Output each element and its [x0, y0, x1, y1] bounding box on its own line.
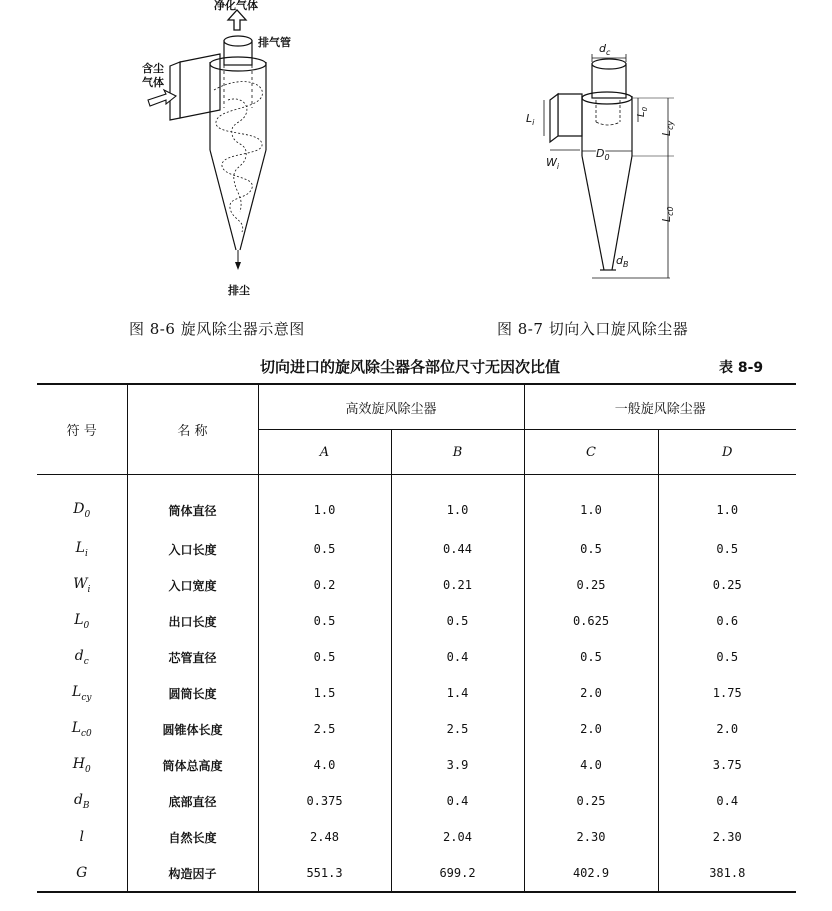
table-row: [37, 711, 796, 747]
cell-value-b: 1.0: [391, 475, 524, 532]
cell-value-c: 0.5: [524, 531, 658, 567]
cell-value-d: 0.5: [716, 650, 739, 664]
symbol-subscript: 0: [84, 509, 91, 520]
symbol-letter: l: [79, 829, 84, 845]
header-name: 名 称: [127, 384, 258, 475]
cell-value-b: 0.5: [391, 603, 524, 639]
symbol-subscript: i: [87, 584, 91, 595]
dim-lcy: $L_{cy}$: [660, 120, 675, 136]
symbol-letter: G: [76, 865, 88, 881]
dim-li: $L_i$: [526, 112, 535, 127]
cell-value-a: 1.0: [258, 475, 391, 532]
symbol-letter: L: [71, 719, 81, 736]
table-row: [37, 567, 796, 603]
table-row: [37, 603, 796, 639]
cell-value-a: 4.0: [258, 747, 391, 783]
header-group-general: 一般旋风除尘器: [524, 384, 796, 430]
cell-value-b: 3.9: [391, 747, 524, 783]
cell-value-a: 0.5: [258, 531, 391, 567]
cell-symbol: [37, 639, 127, 675]
table-row: [37, 783, 796, 819]
cell-value-c: 2.0: [524, 711, 658, 747]
dimension-ratio-table: [37, 383, 796, 893]
cell-value-d: 0.25: [712, 578, 742, 592]
cell-value-a: 0.5: [258, 639, 391, 675]
symbol-subscript: 0: [84, 764, 91, 775]
cell-name: 入口长度: [127, 531, 258, 567]
figure-8-6-caption: 图 8-6 旋风除尘器示意图: [129, 320, 305, 338]
cell-value-c: 0.625: [524, 603, 658, 639]
cell-value-b: 0.44: [391, 531, 524, 567]
symbol-subscript: c0: [81, 728, 92, 739]
cell-name: 出口长度: [127, 603, 258, 639]
cell-symbol: [37, 603, 127, 639]
symbol-letter: L: [75, 539, 85, 556]
cell-value-c: 4.0: [524, 747, 658, 783]
cell-value-a: 0.2: [258, 567, 391, 603]
cell-value-a: 2.48: [258, 819, 391, 855]
cell-value-a: 551.3: [258, 855, 391, 892]
cell-value-a: 1.5: [258, 675, 391, 711]
exhaust-pipe-label: 排气管: [258, 36, 291, 49]
symbol-letter: L: [72, 683, 82, 700]
table-row: [37, 819, 796, 855]
cell-symbol: [37, 747, 127, 783]
cell-value-a: 2.5: [258, 711, 391, 747]
symbol-letter: D: [73, 500, 85, 517]
dust-outlet-label: 排尘: [228, 284, 250, 297]
cell-symbol: [37, 531, 127, 567]
header-col-d: D: [658, 430, 796, 475]
cell-value-c: 0.25: [524, 567, 658, 603]
dim-lc0: $L_{c0}$: [660, 206, 675, 222]
symbol-letter: d: [74, 647, 84, 664]
symbol-subscript: B: [82, 800, 90, 811]
table-row: [37, 531, 796, 567]
table-number: 表 8-9: [719, 360, 764, 376]
cell-value-b: 699.2: [391, 855, 524, 892]
cell-value-d: 3.75: [712, 758, 742, 772]
cell-value-d: 0.4: [716, 794, 739, 808]
cell-name: 圆锥体长度: [127, 711, 258, 747]
cell-value-b: 0.4: [391, 783, 524, 819]
cell-value-d: 0.6: [716, 614, 739, 628]
figure-8-6-cyclone-diagram: [120, 0, 320, 300]
cell-value-c: 2.0: [524, 675, 658, 711]
cell-value-b: 2.04: [391, 819, 524, 855]
symbol-subscript: i: [84, 548, 88, 559]
cell-value-b: 2.5: [391, 711, 524, 747]
symbol-letter: H: [72, 755, 85, 772]
inlet-gas-label-1: 含尘: [142, 62, 164, 75]
figure-8-7-cyclone-diagram: [520, 38, 700, 290]
table-body: [37, 475, 796, 893]
table-row: [37, 855, 796, 892]
header-symbol: 符 号: [37, 384, 127, 475]
cell-symbol: [37, 711, 127, 747]
symbol-letter: W: [73, 575, 88, 592]
dim-l0: $L_0$: [636, 106, 649, 117]
cell-value-a: 0.375: [258, 783, 391, 819]
cell-symbol: [37, 783, 127, 819]
cell-value-c: 2.30: [524, 819, 658, 855]
cell-value-a: 0.5: [258, 603, 391, 639]
symbol-subscript: c: [83, 656, 89, 667]
header-col-b: B: [391, 430, 524, 475]
cell-name: 筒体直径: [127, 475, 258, 532]
cell-value-c: 0.25: [524, 783, 658, 819]
cell-value-d: 1.75: [712, 686, 742, 700]
cell-name: 入口宽度: [127, 567, 258, 603]
inlet-gas-label-2: 气体: [142, 76, 164, 89]
cell-symbol: [37, 475, 127, 532]
dim-dc: $d_c$: [599, 42, 611, 57]
cell-name: 自然长度: [127, 819, 258, 855]
symbol-subscript: 0: [83, 620, 90, 631]
cell-value-b: 1.4: [391, 675, 524, 711]
table-title: 切向进口的旋风除尘器各部位尺寸无因次比值: [260, 358, 561, 376]
cell-value-c: 402.9: [524, 855, 658, 892]
cell-symbol: [37, 675, 127, 711]
header-col-a: A: [258, 430, 391, 475]
header-col-c: C: [524, 430, 658, 475]
symbol-letter: d: [73, 791, 83, 808]
outlet-gas-label: 净化气体: [214, 0, 258, 12]
cell-value-c: 1.0: [524, 475, 658, 532]
outlet-arrow-icon: [228, 10, 246, 30]
cell-value-d: 2.0: [716, 722, 739, 736]
cell-value-d: 381.8: [709, 866, 746, 880]
dim-wi: $W_i$: [546, 156, 560, 171]
cell-symbol: [37, 567, 127, 603]
dim-db: $d_B$: [616, 254, 629, 269]
table-row: [37, 475, 796, 532]
table-row: [37, 639, 796, 675]
cell-value-c: 0.5: [524, 639, 658, 675]
symbol-subscript: cy: [81, 692, 92, 703]
table-row: [37, 675, 796, 711]
cell-name: 构造因子: [127, 855, 258, 892]
cell-value-b: 0.21: [391, 567, 524, 603]
cell-name: 底部直径: [127, 783, 258, 819]
cell-name: 芯管直径: [127, 639, 258, 675]
cell-value-b: 0.4: [391, 639, 524, 675]
table-row: [37, 747, 796, 783]
cell-value-d: 2.30: [712, 830, 742, 844]
cell-symbol: [37, 855, 127, 892]
cell-name: 圆筒长度: [127, 675, 258, 711]
cell-value-d: 1.0: [716, 503, 739, 517]
figure-8-7-caption: 图 8-7 切向入口旋风除尘器: [497, 320, 689, 338]
cell-value-d: 0.5: [716, 542, 739, 556]
header-group-high-efficiency: 高效旋风除尘器: [258, 384, 524, 430]
cell-symbol: [37, 819, 127, 855]
dim-d0: $D_0$: [596, 147, 610, 162]
symbol-letter: L: [74, 611, 84, 628]
cell-name: 筒体总高度: [127, 747, 258, 783]
